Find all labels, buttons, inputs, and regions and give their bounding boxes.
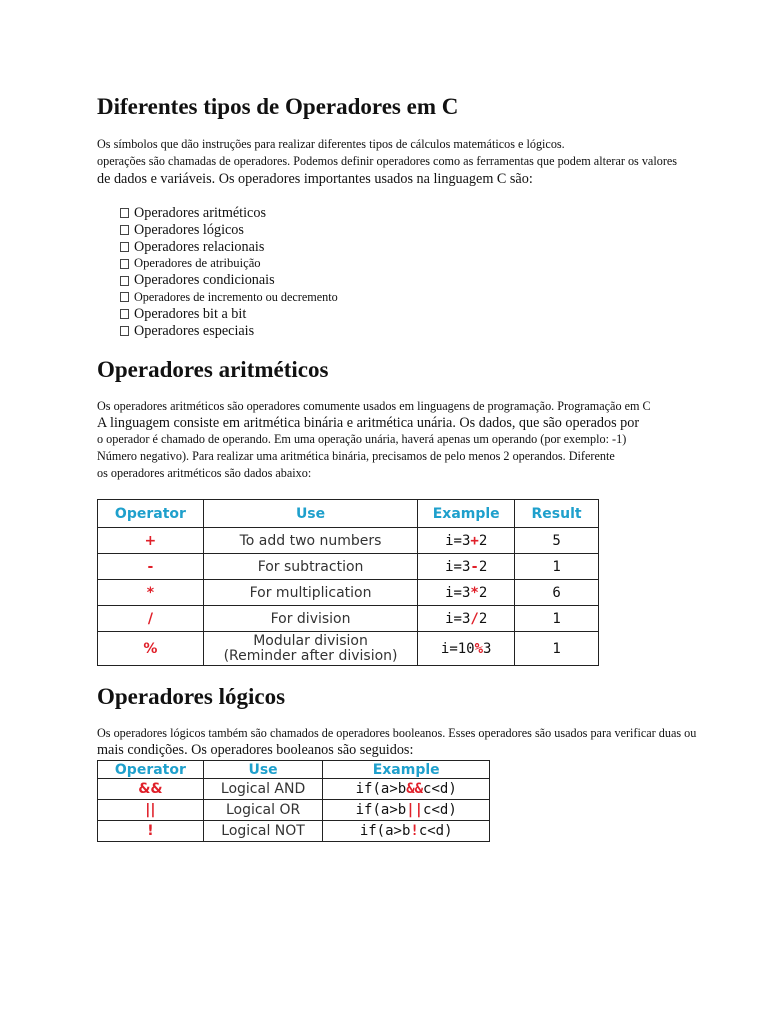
logical-line-1: Os operadores lógicos também são chamados de operadores booleanos. Esses operadores são usados para verificar duas ou: [97, 726, 697, 740]
table-row: [98, 779, 490, 800]
logical-operators-table: [97, 760, 490, 842]
checkbox-glyph-icon: [120, 309, 129, 319]
example-cell: i=3/2: [418, 606, 515, 632]
checkbox-glyph-icon: [120, 259, 129, 269]
use-cell: Logical OR: [203, 800, 323, 821]
example-cell: if(a>b&&c<d): [323, 779, 490, 800]
section-title-logical: Operadores lógicos: [97, 684, 286, 709]
page-title: Diferentes tipos de Operadores em C: [97, 94, 459, 119]
use-cell: For subtraction: [203, 554, 417, 580]
table-row: [98, 554, 599, 580]
header-use: Use: [203, 761, 323, 779]
list-item-label: Operadores aritméticos: [134, 205, 266, 221]
use-cell: Logical AND: [203, 779, 323, 800]
list-item-label: Operadores de incremento ou decremento: [134, 289, 338, 304]
table-row: [98, 528, 599, 554]
table-row: [98, 800, 490, 821]
list-item-label: Operadores condicionais: [134, 272, 275, 289]
logical-line-2: mais condições. Os operadores booleanos são seguidos:: [97, 742, 414, 758]
list-item: [120, 255, 338, 272]
list-item-label: Operadores bit a bit: [134, 305, 247, 322]
intro-line-3: de dados e variáveis. Os operadores importantes usados na linguagem C são:: [97, 171, 533, 187]
operator-cell: &&: [98, 779, 204, 800]
intro-line-1: Os símbolos que dão instruções para realizar diferentes tipos de cálculos matemáticos e lógicos.: [97, 137, 565, 151]
result-cell: 1: [515, 606, 599, 632]
list-item: [120, 306, 338, 323]
header-use: Use: [203, 500, 417, 528]
arith-line-4: Número negativo). Para realizar uma aritmética binária, precisamos de pelo menos 2 operandos. Diferente: [97, 449, 615, 463]
use-cell: Logical NOT: [203, 821, 323, 842]
operator-cell: ||: [98, 800, 204, 821]
operator-cell: %: [98, 632, 204, 666]
list-item: [120, 222, 338, 239]
list-item: [120, 239, 338, 256]
list-item: [120, 289, 338, 306]
checkbox-glyph-icon: [120, 276, 129, 286]
header-example: Example: [418, 500, 515, 528]
section-title-arithmetic: Operadores aritméticos: [97, 357, 329, 382]
table-row: [98, 606, 599, 632]
use-cell: For division: [203, 606, 417, 632]
table-header-row: [98, 500, 599, 528]
checkbox-glyph-icon: [120, 242, 129, 252]
operator-cell: *: [98, 580, 204, 606]
list-item-label: Operadores especiais: [134, 322, 255, 339]
header-example: Example: [323, 761, 490, 779]
arith-line-2: A linguagem consiste em aritmética binária e aritmética unária. Os dados, que são operados por: [97, 415, 640, 431]
use-cell: Modular division (Reminder after division): [203, 632, 417, 666]
arith-line-3: o operador é chamado de operando. Em uma operação unária, haverá apenas um operando (por exemplo: -1): [97, 432, 627, 446]
checkbox-glyph-icon: [120, 225, 129, 235]
list-item-label: Operadores lógicos: [134, 221, 244, 238]
example-cell: i=3*2: [418, 580, 515, 606]
table-header-row: [98, 761, 490, 779]
example-cell: if(a>b||c<d): [323, 800, 490, 821]
example-cell: i=3+2: [418, 528, 515, 554]
operator-cell: /: [98, 606, 204, 632]
arith-line-5: os operadores aritméticos são dados abaixo:: [97, 466, 312, 480]
intro-line-2: operações são chamadas de operadores. Podemos definir operadores como as ferramentas que podem alterar os valores: [97, 154, 678, 168]
table-row: [98, 821, 490, 842]
example-cell: i=3-2: [418, 554, 515, 580]
result-cell: 6: [515, 580, 599, 606]
result-cell: 1: [515, 554, 599, 580]
checkbox-glyph-icon: [120, 208, 129, 218]
table-row: [98, 580, 599, 606]
operator-cell: -: [98, 554, 204, 580]
header-operator: Operator: [98, 500, 204, 528]
example-cell: if(a>b!c<d): [323, 821, 490, 842]
list-item-label: Operadores relacionais: [134, 238, 265, 255]
use-cell: To add two numbers: [203, 528, 417, 554]
result-cell: 5: [515, 528, 599, 554]
checkbox-glyph-icon: [120, 326, 129, 336]
header-result: Result: [515, 500, 599, 528]
use-cell: For multiplication: [203, 580, 417, 606]
operator-cell: +: [98, 528, 204, 554]
operator-cell: !: [98, 821, 204, 842]
operator-types-list: [120, 205, 338, 339]
example-cell: i=10%3: [418, 632, 515, 666]
list-item: [120, 205, 338, 222]
list-item: [120, 323, 338, 340]
checkbox-glyph-icon: [120, 292, 129, 302]
list-item: [120, 272, 338, 289]
result-cell: 1: [515, 632, 599, 666]
header-operator: Operator: [98, 761, 204, 779]
table-row: [98, 632, 599, 666]
arith-line-1: Os operadores aritméticos são operadores comumente usados em linguagens de programação. Programação em C: [97, 399, 651, 413]
list-item-label: Operadores de atribuição: [134, 256, 261, 271]
arithmetic-operators-table: [97, 499, 599, 666]
